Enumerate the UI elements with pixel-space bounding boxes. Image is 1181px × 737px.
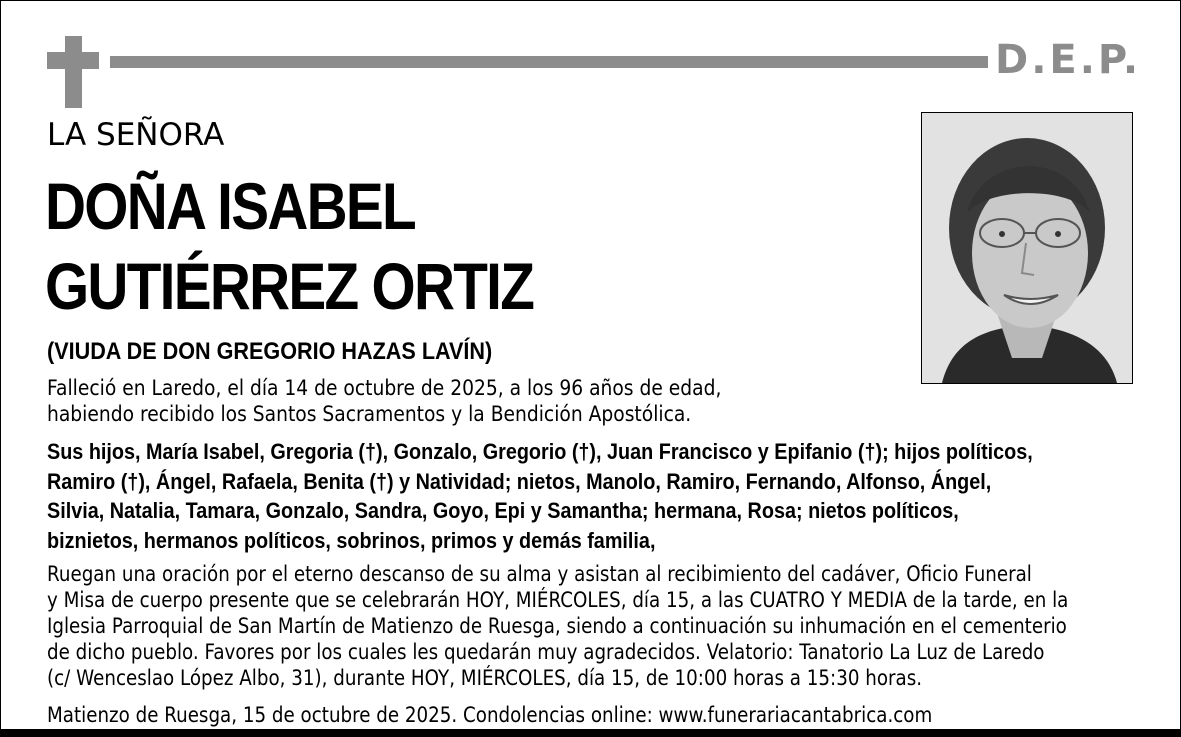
intro-title: LA SEÑORA: [47, 117, 225, 153]
text-line: Iglesia Parroquial de San Martín de Matienzo de Ruesga, siendo a continuación su inhumación en el cementerio: [47, 614, 1067, 638]
name-line: DOÑA ISABEL: [45, 169, 416, 243]
text-line: habiendo recibido los Santos Sacramentos y la Bendición Apostólica.: [47, 402, 692, 426]
portrait-photo: [921, 112, 1133, 384]
text-line: y Misa de cuerpo presente que se celebrarán HOY, MIÉRCOLES, día 15, a las CUATRO Y MEDIA de la tarde, en la: [47, 588, 1069, 612]
bottom-border: [0, 729, 1181, 737]
text-line: Ramiro (†), Ángel, Rafaela, Benita (†) y Natividad; nietos, Manolo, Ramiro, Fernando, Alfonso, Ángel,: [47, 468, 992, 494]
service-details: [47, 561, 1068, 691]
death-notice: [47, 375, 721, 427]
footer-line: Matienzo de Ruesga, 15 de octubre de 2025. Condolencias online: www.funerariacantabrica.com: [47, 703, 933, 727]
text-line: Silvia, Natalia, Tamara, Gonzalo, Sandra, Goyo, Epi y Samantha; hermana, Rosa; nietos políticos,: [47, 498, 959, 523]
text-line: Falleció en Laredo, el día 14 de octubre de 2025, a los 96 años de edad,: [47, 376, 722, 400]
text-line: (c/ Wenceslao López Albo, 31), durante HOY, MIÉRCOLES, día 15, de 10:00 horas a 15:30 horas.: [47, 666, 923, 690]
header-rule: [110, 56, 988, 68]
text-line: de dicho pueblo. Favores por los cuales les quedarán muy agradecidos. Velatorio: Tanatorio La Luz de Laredo: [47, 640, 1045, 664]
widow-note: (VIUDA DE DON GREGORIO HAZAS LAVÍN): [47, 338, 493, 365]
text-line: Sus hijos, María Isabel, Gregoria (†), Gonzalo, Gregorio (†), Juan Francisco y Epifanio (†); hijos políticos,: [47, 439, 1033, 464]
text-line: biznietos, hermanos políticos, sobrinos, primos y demás familia,: [47, 527, 656, 553]
dep-heading: D.E.P.: [995, 37, 1142, 83]
cross-icon: [65, 36, 82, 108]
deceased-name: [45, 166, 533, 326]
name-line: GUTIÉRREZ ORTIZ: [45, 249, 534, 323]
text-line: Ruegan una oración por el eterno descanso de su alma y asistan al recibimiento del cadáver, Oficio Funeral: [47, 562, 1032, 586]
family-list: [47, 437, 1033, 555]
cross-icon-bar: [47, 52, 99, 69]
